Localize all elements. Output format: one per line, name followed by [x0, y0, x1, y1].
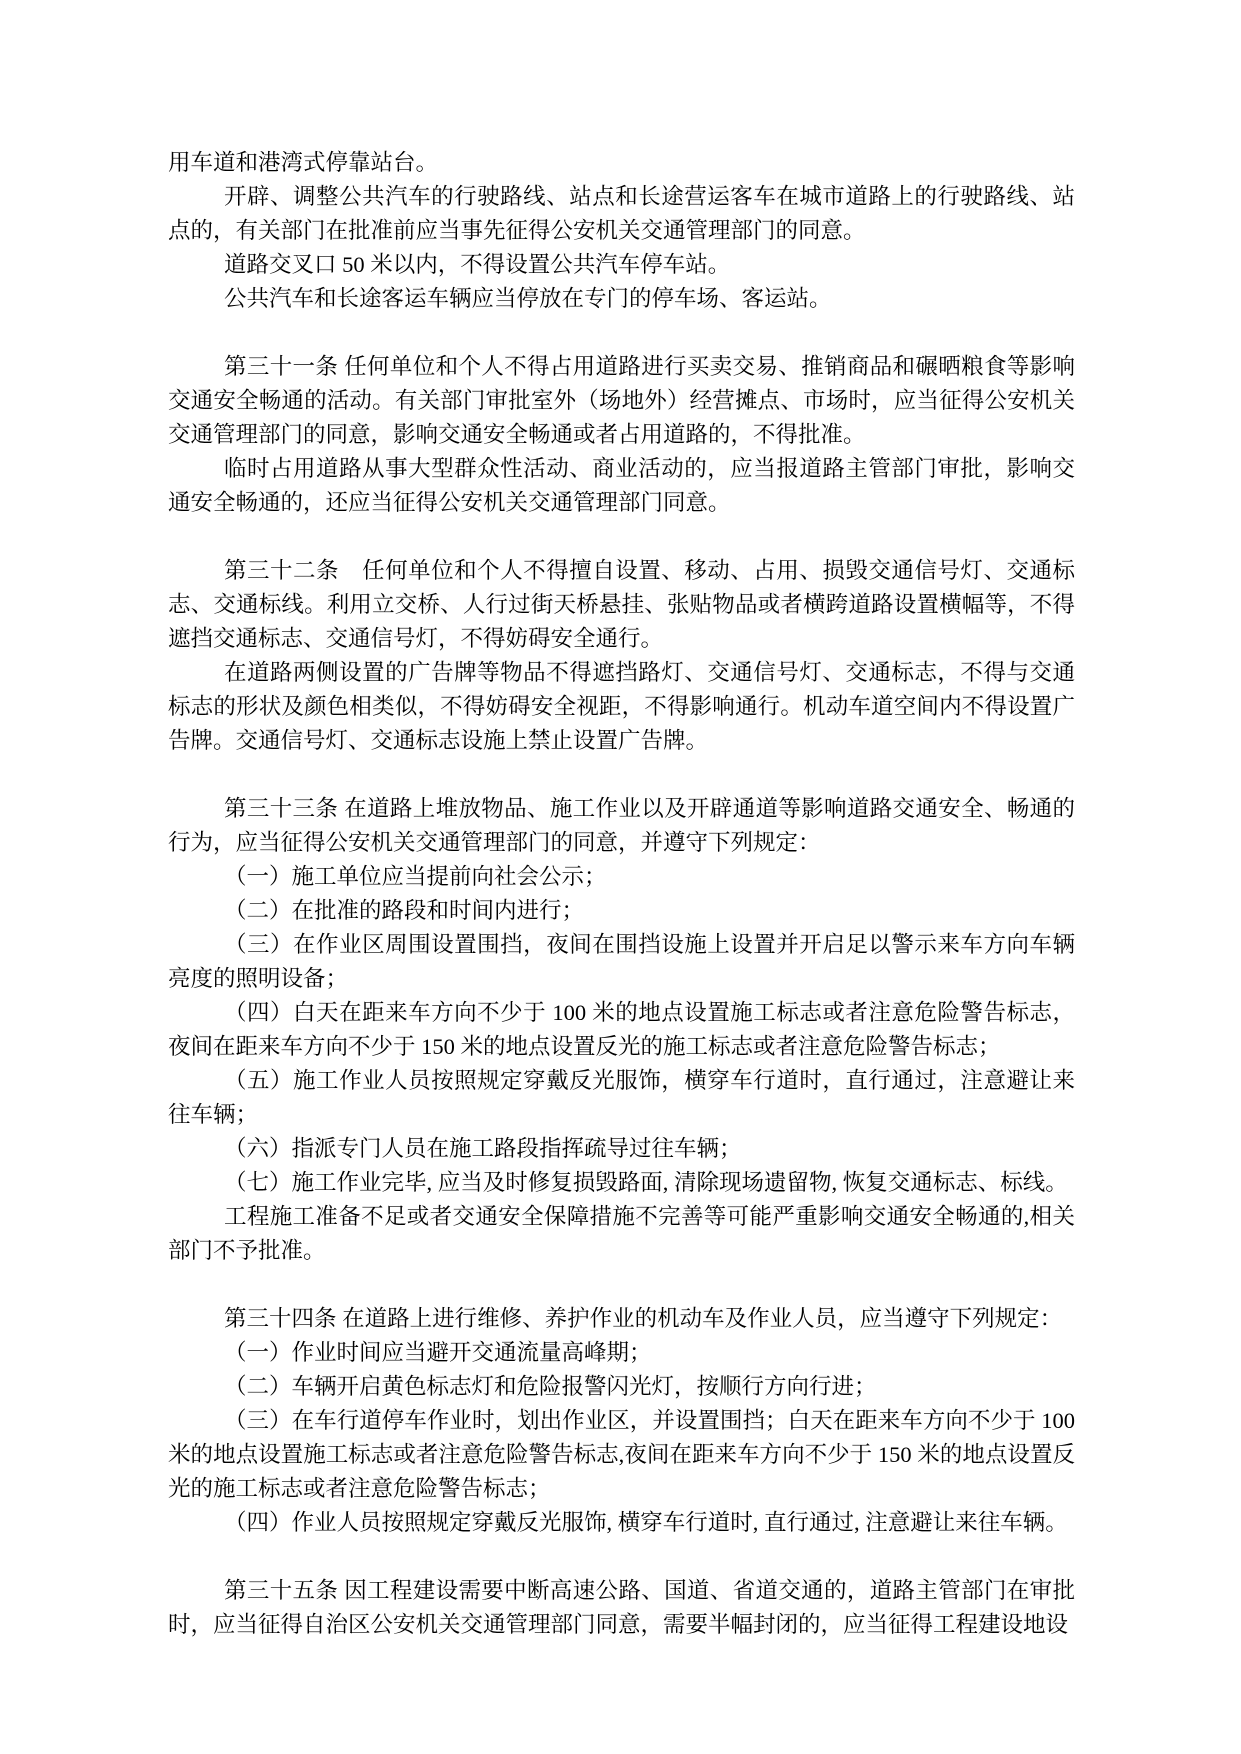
paragraph: 开辟、调整公共汽车的行驶路线、站点和长途营运客车在城市道路上的行驶路线、站点的，有关部门在批准前应当事先征得公安机关交通管理部门的同意。 [168, 184, 1075, 243]
paragraph: 公共汽车和长途客运车辆应当停放在专门的停车场、客运站。 [224, 286, 832, 311]
list-item-2: （二）在批准的路段和时间内进行； [224, 898, 585, 923]
list-item-3: （三）在作业区周围设置围挡，夜间在围挡设施上设置并开启足以警示来车方向车辆亮度的照明设备； [168, 932, 1075, 991]
paragraph: 在道路两侧设置的广告牌等物品不得遮挡路灯、交通信号灯、交通标志，不得与交通标志的形状及颜色相类似，不得妨碍安全视距，不得影响通行。机动车道空间内不得设置广告牌。交通信号灯、交通标志设施上禁止设置广告牌。 [168, 660, 1075, 753]
article-32: 第三十二条 任何单位和个人不得擅自设置、移动、占用、损毁交通信号灯、交通标志、交通标线。利用立交桥、人行过街天桥悬挂、张贴物品或者横跨道路设置横幅等，不得遮挡交通标志、交通信号灯，不得妨碍安全通行。 [168, 558, 1075, 651]
article-33: 第三十三条 在道路上堆放物品、施工作业以及开辟通道等影响道路交通安全、畅通的行为，应当征得公安机关交通管理部门的同意，并遵守下列规定： [168, 796, 1075, 855]
list-item-2: （二）车辆开启黄色标志灯和危险报警闪光灯，按顺行方向行进； [224, 1374, 877, 1399]
paragraph: 临时占用道路从事大型群众性活动、商业活动的，应当报道路主管部门审批，影响交通安全畅通的，还应当征得公安机关交通管理部门同意。 [168, 456, 1075, 515]
list-item-5: （五）施工作业人员按照规定穿戴反光服饰，横穿车行道时，直行通过，注意避让来往车辆； [168, 1068, 1075, 1127]
paragraph: 工程施工准备不足或者交通安全保障措施不完善等可能严重影响交通安全畅通的,相关部门不予批准。 [168, 1204, 1075, 1263]
list-item-4: （四）白天在距来车方向不少于 100 米的地点设置施工标志或者注意危险警告标志，夜间在距来车方向不少于 150 米的地点设置反光的施工标志或者注意危险警告标志； [168, 1000, 1075, 1059]
article-34: 第三十四条 在道路上进行维修、养护作业的机动车及作业人员，应当遵守下列规定： [224, 1306, 1063, 1331]
article-35: 第三十五条 因工程建设需要中断高速公路、国道、省道交通的，道路主管部门在审批时，应当征得自治区公安机关交通管理部门同意，需要半幅封闭的，应当征得工程建设地设 [168, 1578, 1075, 1637]
article-31: 第三十一条 任何单位和个人不得占用道路进行买卖交易、推销商品和碾晒粮食等影响交通安全畅通的活动。有关部门审批室外（场地外）经营摊点、市场时，应当征得公安机关交通管理部门的同意，影响交通安全畅通或者占用道路的，不得批准。 [168, 354, 1075, 447]
list-item-6: （六）指派专门人员在施工路段指挥疏导过往车辆； [224, 1136, 742, 1161]
document-body [168, 146, 1075, 1642]
list-item-3: （三）在车行道停车作业时，划出作业区，并设置围挡；白天在距来车方向不少于 100 米的地点设置施工标志或者注意危险警告标志,夜间在距来车方向不少于 150 米的地点设置反光的施工标志或者注意危险警告标志； [168, 1408, 1075, 1501]
list-item-1: （一）作业时间应当避开交通流量高峰期； [224, 1340, 652, 1365]
list-item-7: （七）施工作业完毕, 应当及时修复损毁路面, 清除现场遗留物, 恢复交通标志、标线。 [224, 1170, 1068, 1195]
paragraph-continuation: 用车道和港湾式停靠站台。 [168, 150, 439, 175]
list-item-1: （一）施工单位应当提前向社会公示； [224, 864, 607, 889]
paragraph: 道路交叉口 50 米以内，不得设置公共汽车停车站。 [224, 252, 731, 277]
list-item-4: （四）作业人员按照规定穿戴反光服饰, 横穿车行道时, 直行通过, 注意避让来往车辆。 [224, 1510, 1068, 1535]
